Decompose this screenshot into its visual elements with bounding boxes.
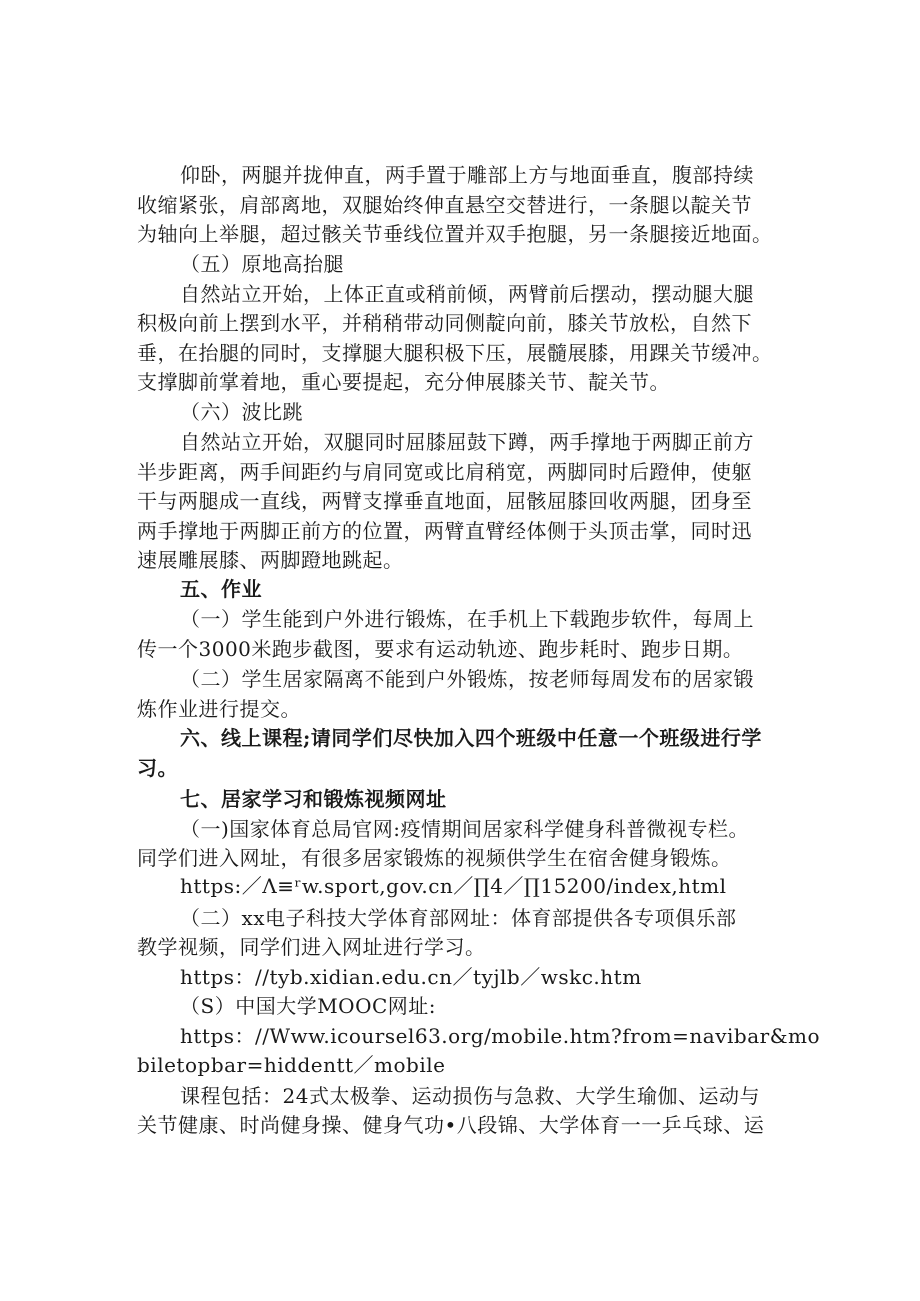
paragraph-line: 教学视频，同学们进入网址进行学习。 [137,935,486,959]
url-sport-gov: https:／Λ≡ʳw.sport,gov.cn／∏4／∏15200/index,html [180,874,727,898]
subheading-6: （六）波比跳 [180,400,303,424]
paragraph-line: （S）中国大学MOOC网址: [180,994,437,1018]
paragraph-line: 速展雕展膝、两脚蹬地跳起。 [137,548,404,572]
paragraph-line: （一)国家体育总局官网:疫情期间居家科学健身科普微视专栏。 [180,817,750,841]
url-xidian: https：//tyb.xidian.edu.cn／tyjlb／wskc.htm [180,965,642,989]
paragraph-line: 同学们进入网址，有很多居家锻炼的视频供学生在宿舍健身锻炼。 [137,846,732,870]
section-heading-6-cont: 习。 [137,756,178,780]
section-heading-6: 六、线上课程;请同学们尽快加入四个班级中任意一个班级进行学 [180,726,762,750]
paragraph-line: 仰卧，两腿并拢伸直，两手置于雕部上方与地面垂直，腹部持续 [180,163,754,187]
paragraph-line: 干与两腿成一直线，两臂支撑垂直地面，屈骸屈膝回收两腿，团身至 [137,489,752,513]
paragraph-line: 自然站立开始，双腿同时屈膝屈鼓下蹲，两手撑地于两脚正前方 [180,430,754,454]
paragraph-line: 炼作业进行提交。 [137,697,301,721]
paragraph-line: 两手撑地于两脚正前方的位置，两臂直臂经体侧于头顶击掌，同时迅 [137,519,752,543]
paragraph-line: （二）学生居家隔离不能到户外锻炼，按老师每周发布的居家锻 [180,667,754,691]
paragraph-line: 自然站立开始，上体正直或稍前倾，两臂前后摆动，摆动腿大腿 [180,282,754,306]
paragraph-line: （一）学生能到户外进行锻炼，在手机上下载跑步软件，每周上 [180,607,754,631]
paragraph-line: 课程包括：24式太极拳、运动损伤与急救、大学生瑜伽、运动与 [180,1084,760,1108]
paragraph-line: （二）xx电子科技大学体育部网址：体育部提供各专项俱乐部 [180,906,737,930]
paragraph-line: 半步距离，两手间距约与肩同宽或比肩稍宽，两脚同时后蹬伸，使躯 [137,460,752,484]
url-icourse163-cont: biletopbar=hiddentt／mobile [137,1053,446,1077]
url-icourse163: https：//Www.icoursel63.org/mobile.htm?from=navibar&mo [180,1024,821,1048]
paragraph-line: 关节健康、时尚健身操、健身气功•八段锦、大学体育一一乒乓球、运 [137,1113,765,1137]
paragraph-line: 为轴向上举腿，超过骸关节垂线位置并双手抱腿，另一条腿接近地面。 [137,222,773,246]
section-heading-7: 七、居家学习和锻炼视频网址 [180,787,447,811]
paragraph-line: 收缩紧张，肩部离地，双腿始终伸直悬空交替进行，一条腿以靛关节 [137,193,752,217]
section-heading-5: 五、作业 [180,577,262,601]
paragraph-line: 积极向前上摆到水平，并稍稍带动同侧靛向前，膝关节放松，自然下 [137,311,752,335]
subheading-5: （五）原地高抬腿 [180,252,344,276]
paragraph-line: 传一个3000米跑步截图，要求有运动轨迹、跑步耗时、跑步日期。 [137,637,744,661]
paragraph-line: 支撑脚前掌着地，重心要提起，充分伸展膝关节、靛关节。 [137,370,670,394]
paragraph-line: 垂，在抬腿的同时，支撑腿大腿积极下压，展髓展膝，用踝关节缓冲。 [137,341,773,365]
